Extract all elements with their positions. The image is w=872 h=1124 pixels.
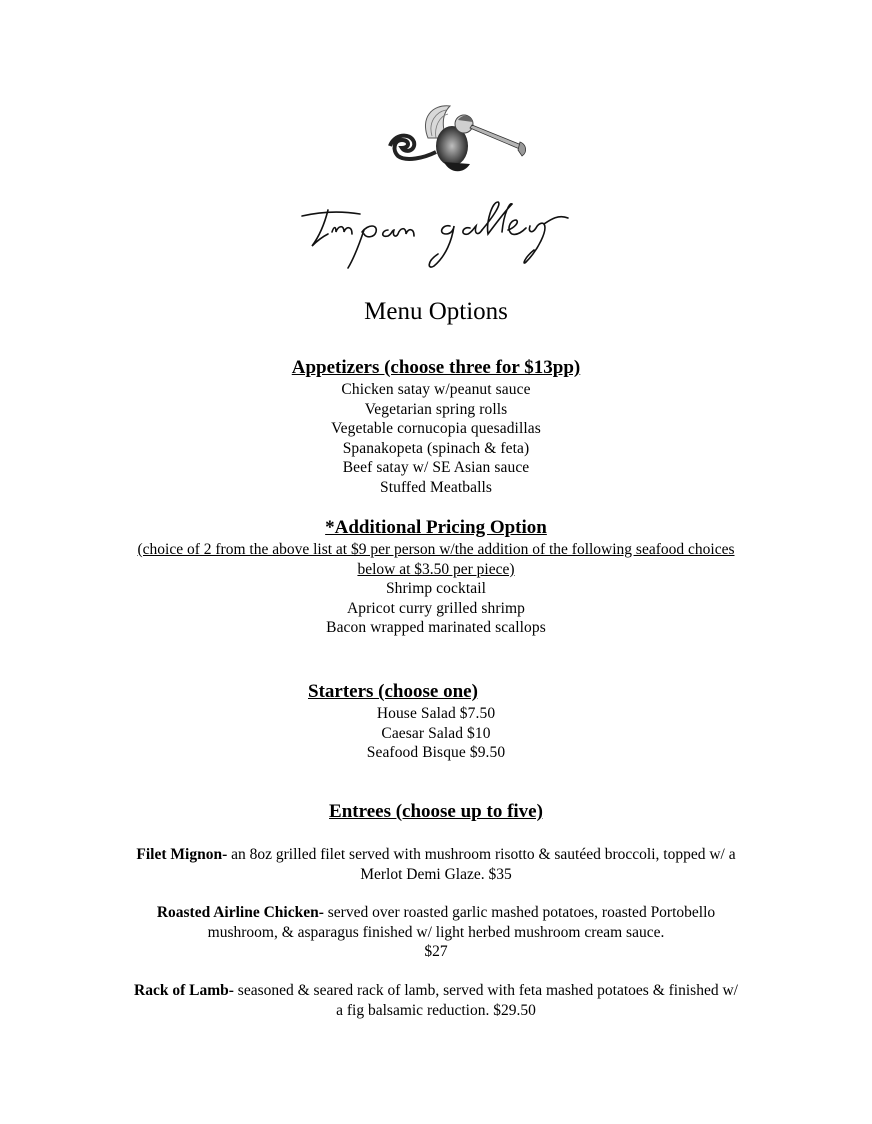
seafood-list [0, 579, 872, 638]
entree-roasted-airline-chicken [0, 903, 872, 962]
starters-list [0, 704, 872, 763]
entree-rack-of-lamb [0, 981, 872, 1020]
entree-description-line2: a fig balsamic reduction. $29.50 [336, 1001, 536, 1019]
entree-name: Filet Mignon- [136, 846, 228, 863]
list-item: Chicken satay w/peanut sauce [341, 381, 531, 398]
entree-filet-mignon [0, 845, 872, 884]
additional-pricing-note-line2: below at $3.50 per piece) [357, 561, 515, 578]
list-item: Caesar Salad $10 [381, 724, 491, 742]
list-item: Apricot curry grilled shrimp [347, 599, 525, 617]
starters-heading: Starters (choose one) [308, 681, 478, 702]
angel-herald-logo [380, 98, 530, 178]
entree-description-line1: an 8oz grilled filet served with mushroom risotto & sautéed broccoli, topped w/ a [227, 846, 736, 863]
entree-price: $27 [424, 943, 448, 960]
list-item: House Salad $7.50 [376, 705, 496, 722]
page-title: Menu Options [364, 298, 508, 325]
additional-pricing-note-line1: (choice of 2 from the above list at $9 per person w/the addition of the following seafood choices [137, 541, 735, 558]
list-item: Spanakopeta (spinach & feta) [342, 439, 530, 457]
list-item: Bacon wrapped marinated scallops [326, 619, 546, 637]
appetizers-heading: Appetizers (choose three for $13pp) [291, 357, 581, 378]
entrees-heading: Entrees (choose up to five) [329, 801, 543, 822]
list-item: Vegetable cornucopia quesadillas [331, 420, 541, 438]
list-item: Shrimp cocktail [385, 580, 487, 597]
additional-pricing-heading: *Additional Pricing Option [325, 517, 547, 538]
appetizers-list [0, 380, 872, 498]
entree-description-line1: served over roasted garlic mashed potatoes, roasted Portobello [323, 904, 716, 921]
script-wordmark-logo [298, 196, 578, 276]
entree-description-line2: Merlot Demi Glaze. $35 [360, 865, 512, 883]
entree-name: Roasted Airline Chicken- [156, 904, 324, 921]
list-item: Seafood Bisque $9.50 [366, 744, 506, 762]
list-item: Vegetarian spring rolls [364, 400, 508, 418]
entree-description-line1: seasoned & seared rack of lamb, served with feta mashed potatoes & finished w/ [233, 982, 738, 999]
list-item: Beef satay w/ SE Asian sauce [342, 459, 530, 477]
list-item: Stuffed Meatballs [379, 478, 493, 496]
entree-description-line2: mushroom, & asparagus finished w/ light herbed mushroom cream sauce. [207, 923, 665, 941]
entree-name: Rack of Lamb- [134, 982, 234, 999]
